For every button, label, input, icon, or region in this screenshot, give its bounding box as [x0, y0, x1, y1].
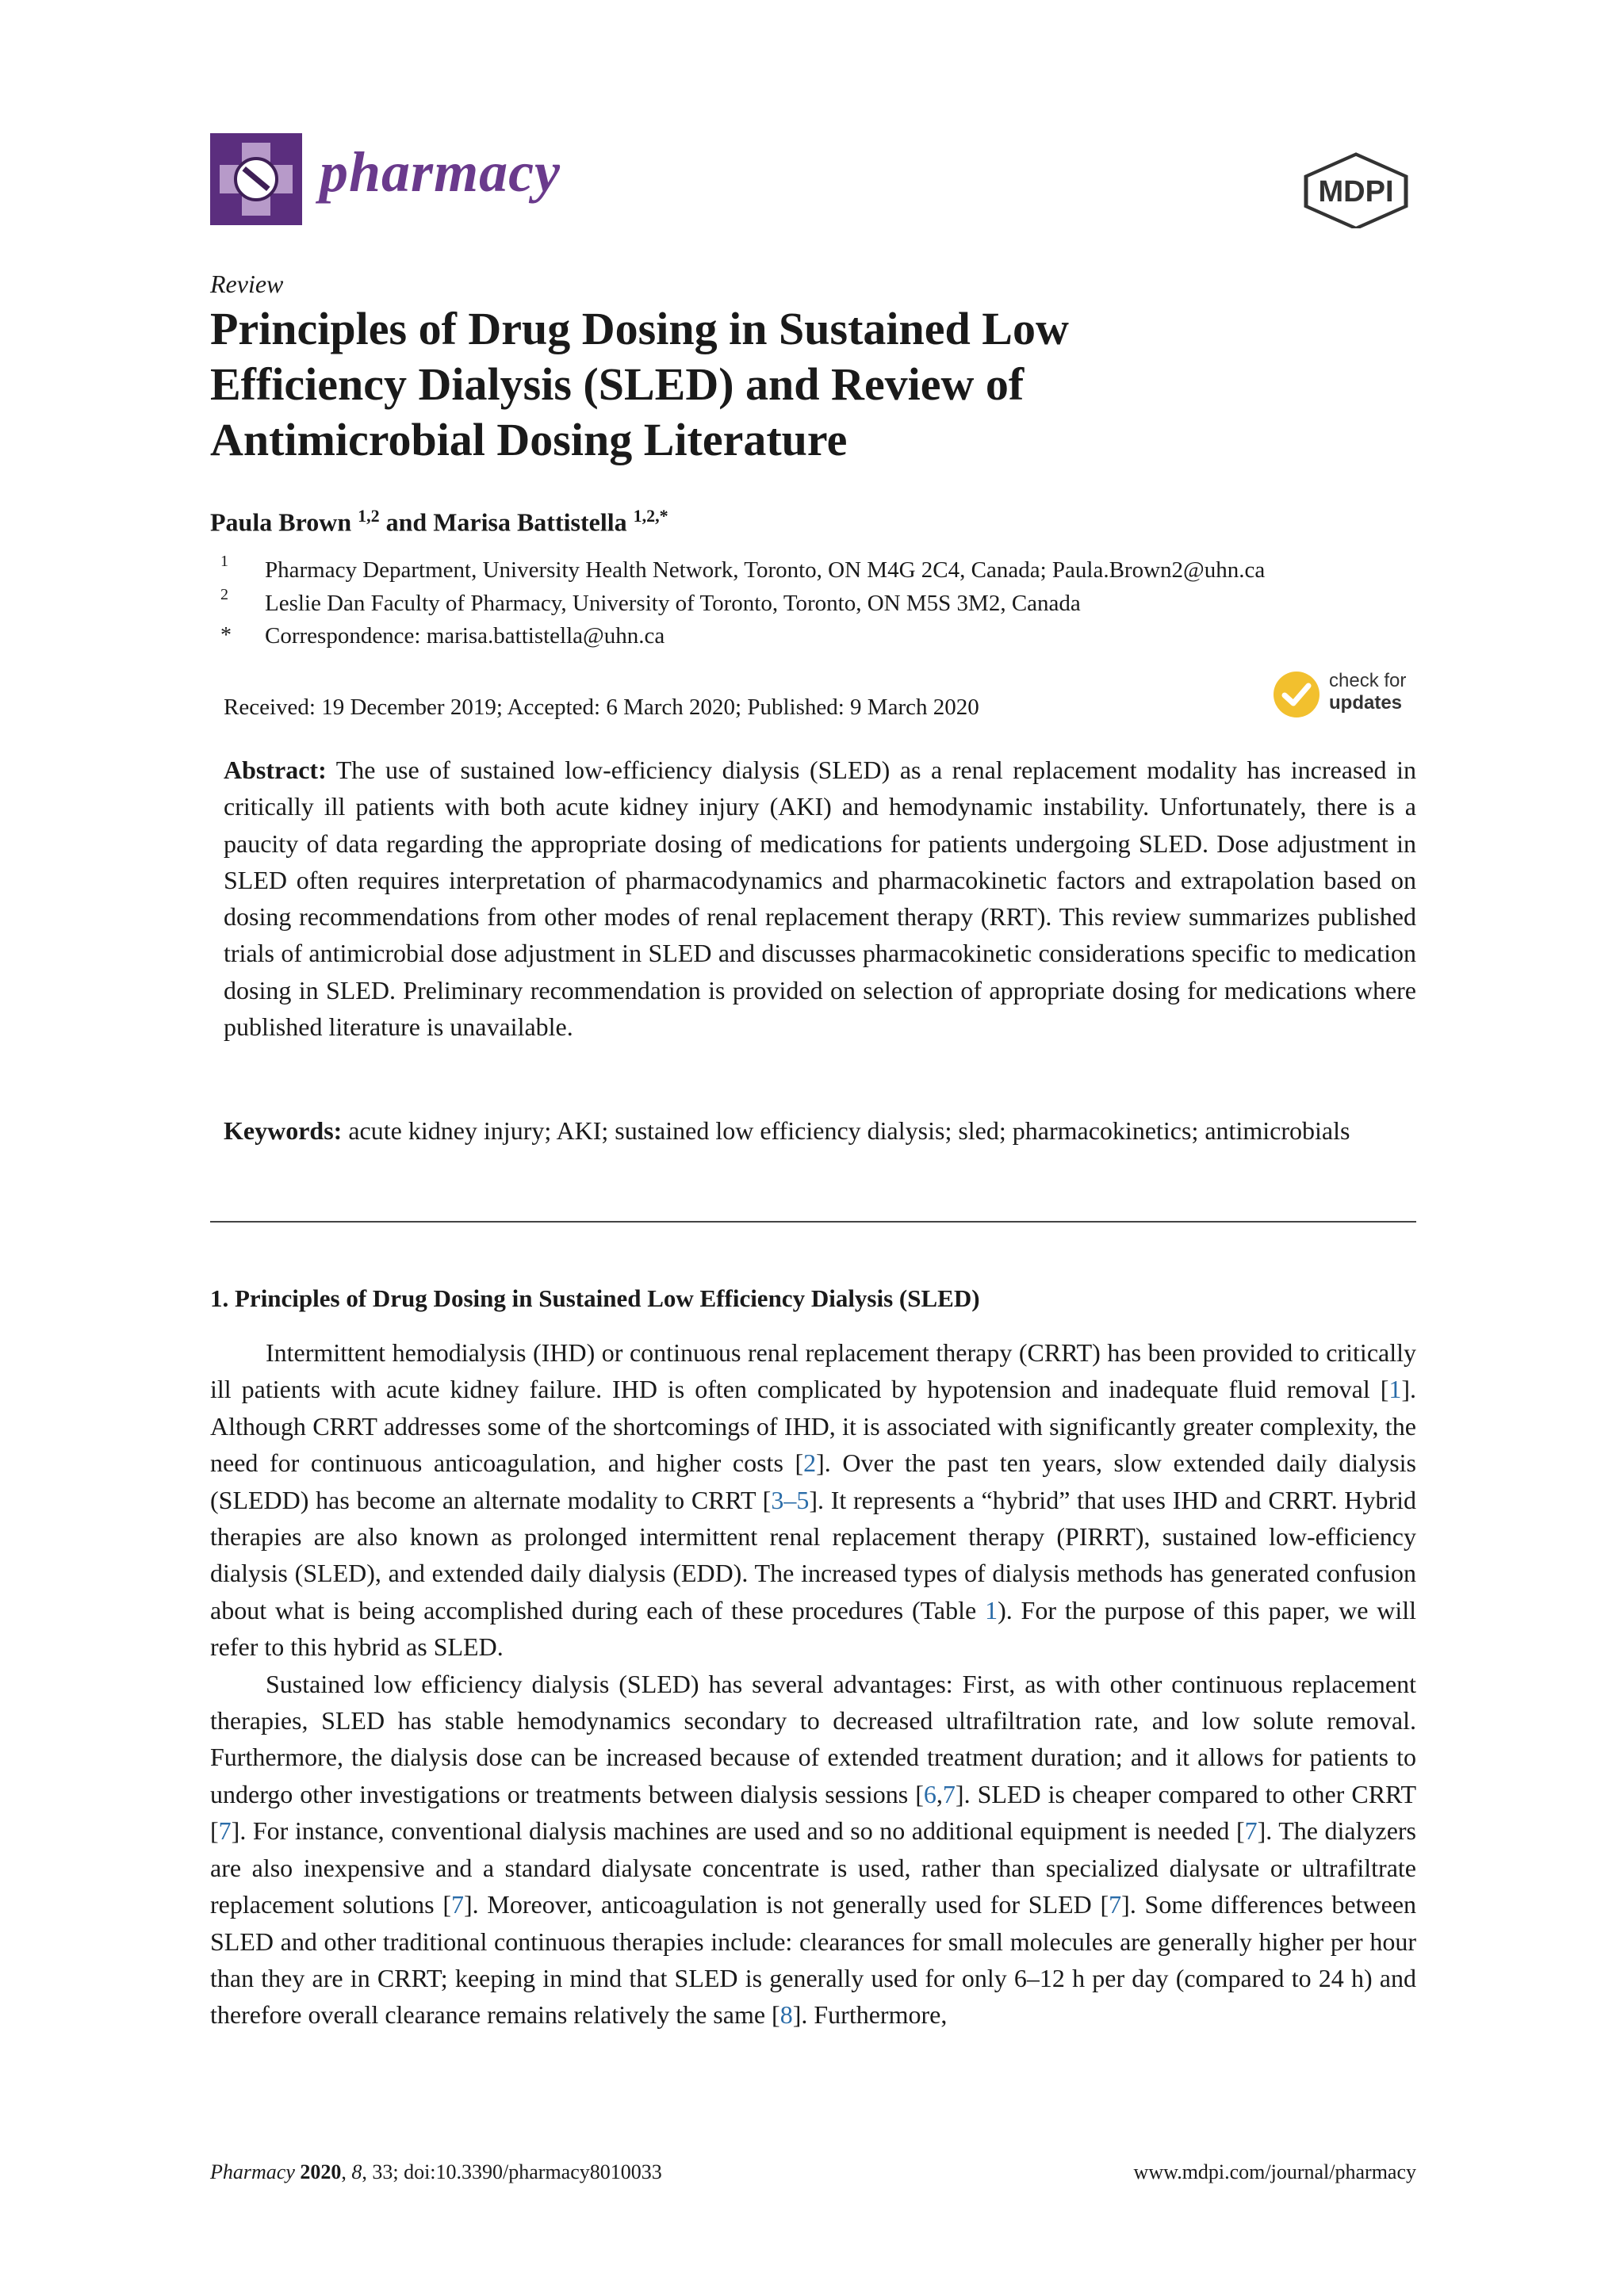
text-run: ]. The dialyzers are also inexpensive and a standard dialysate concentrate is used, rather than specialized dialysate or ultrafiltrate replacement solutions [	[210, 1816, 1417, 1919]
author-affil-sup: 1,2,*	[633, 506, 668, 526]
footer-year: 2020	[300, 2160, 342, 2183]
journal-url-link[interactable]: www.mdpi.com/journal/pharmacy	[1133, 2160, 1416, 2183]
citation-link[interactable]: 7	[451, 1890, 465, 1919]
author-name: Marisa Battistella	[433, 507, 627, 537]
author-separator: and	[385, 507, 427, 537]
citation-link[interactable]: 7	[1244, 1816, 1258, 1846]
footer-journal: Pharmacy	[210, 2160, 295, 2183]
text-run: ,	[936, 1779, 943, 1808]
text-run: ]. Although CRRT addresses some of the shortcomings of IHD, it is associated with significantly greater complexity, the need for continuous anticoagulation, and higher costs [	[210, 1375, 1416, 1478]
author-affil-sup: 1,2	[358, 506, 380, 526]
keywords-text: acute kidney injury; AKI; sustained low efficiency dialysis; sled; pharmacokinetics; antimicrobials	[348, 1116, 1350, 1145]
authors	[210, 506, 668, 538]
article-type: Review	[210, 270, 284, 298]
text-run: ]. Moreover, anticoagulation is not generally used for SLED [	[464, 1890, 1109, 1919]
text-run: ]. Over the past ten years, slow extended daily dialysis (SLEDD) has become an alternate modality to CRRT [	[210, 1448, 1417, 1514]
citation-link[interactable]: 6	[923, 1779, 936, 1808]
correspondence-text: Correspondence: marisa.battistella@uhn.ca	[265, 623, 665, 649]
affiliation-text: Leslie Dan Faculty of Pharmacy, University of Toronto, Toronto, ON M5S 3M2, Canada	[265, 591, 1081, 616]
footer-doi: , 33; doi:10.3390/pharmacy8010033	[362, 2160, 662, 2183]
publication-dates: Received: 19 December 2019; Accepted: 6 March 2020; Published: 9 March 2020	[224, 695, 979, 720]
section-divider	[210, 1221, 1416, 1223]
affiliation-mark: *	[220, 623, 232, 648]
citation-link[interactable]: 2	[803, 1448, 817, 1478]
mdpi-logo-icon	[1297, 149, 1415, 228]
check-updates-line1: check for	[1329, 670, 1407, 691]
text-run: ]. SLED is cheaper compared to other CRRT [	[210, 1779, 1417, 1846]
text-run: ]. Some differences between SLED and other traditional continuous therapies include: clearances for small molecules are generally higher per hour than they are in CRRT; keeping in mind that SLED is generally used for only 6–12 h per day (compared to 24 h) and therefore overall clearance remains relatively the same [	[210, 1890, 1417, 2030]
affiliation-mark: 2	[220, 586, 228, 603]
article-title	[210, 301, 1447, 468]
section-heading: 1. Principles of Drug Dosing in Sustained Low Efficiency Dialysis (SLED)	[210, 1284, 980, 1312]
citation-link[interactable]: 8	[779, 2000, 793, 2030]
affiliation-text: Pharmacy Department, University Health Network, Toronto, ON M4G 2C4, Canada; Paula.Brown2@uhn.ca	[265, 557, 1266, 583]
table-link[interactable]: 1	[985, 1595, 998, 1624]
citation-link[interactable]: 1	[1388, 1375, 1402, 1404]
body-text	[210, 1334, 1416, 2034]
journal-name: pharmacy	[320, 140, 561, 204]
affiliation-mark: 1	[220, 553, 228, 570]
text-run: ]. Furthermore,	[792, 2000, 948, 2030]
title-line: Efficiency Dialysis (SLED) and Review of	[210, 358, 1025, 410]
title-line: Antimicrobial Dosing Literature	[210, 414, 848, 465]
citation-link[interactable]: 7	[942, 1779, 956, 1808]
text-run: ). For the purpose of this paper, we will refer to this hybrid as SLED.	[210, 1595, 1417, 1662]
abstract-text: The use of sustained low-efficiency dialysis (SLED) as a renal replacement modality has increased in critically ill patients with both acute kidney injury (AKI) and hemodynamic instability. Unfortunately, there is a paucity of data regarding the appropriate dosing of medications for patients undergoing SLED. Dose adjustment in SLED often requires interpretation of pharmacodynamics and pharmacokinetic factors and extrapolation based on dosing recommendations from other modes of renal replacement therapy (RRT). This review summarizes published trials of antimicrobial dose adjustment in SLED and discusses pharmacokinetic considerations specific to medication dosing in SLED. Preliminary recommendation is provided on selection of appropriate dosing for medications where published literature is unavailable.	[224, 756, 1417, 1042]
keywords	[224, 1112, 1416, 1149]
text-run: Intermittent hemodialysis (IHD) or continuous renal replacement therapy (CRRT) has been provided to critically ill patients with acute kidney failure. IHD is often complicated by hypotension and inadequate fluid removal [	[210, 1338, 1416, 1404]
citation-link[interactable]: 7	[1109, 1890, 1122, 1919]
text-run: Sustained low efficiency dialysis (SLED) has several advantages: First, as with other continuous replacement therapies, SLED has stable hemodynamics secondary to decreased ultrafiltration rate, and low solute removal. Furthermore, the dialysis dose can be increased because of extended treatment duration; and it allows for patients to undergo other investigations or treatments between dialysis sessions [	[210, 1669, 1416, 1808]
svg-text:MDPI: MDPI	[1318, 175, 1394, 209]
keywords-label: Keywords:	[224, 1116, 343, 1145]
author-name: Paula Brown	[210, 507, 352, 537]
citation-link[interactable]: 7	[218, 1816, 232, 1846]
check-updates-line2: updates	[1329, 692, 1403, 714]
footer-volume: 8	[351, 2160, 362, 2183]
journal-logo-icon	[210, 133, 302, 225]
abstract	[224, 752, 1416, 1045]
journal-header	[210, 133, 1415, 228]
check-for-updates-button[interactable]	[1274, 668, 1416, 721]
checkmark-icon	[1274, 672, 1320, 718]
paragraph	[210, 1666, 1416, 2034]
paragraph	[210, 1334, 1416, 1666]
citation-link[interactable]: 3–5	[771, 1485, 810, 1514]
text-run: ]. For instance, conventional dialysis machines are used and so no additional equipment is needed [	[231, 1816, 1245, 1846]
title-line: Principles of Drug Dosing in Sustained Low	[210, 303, 1069, 354]
abstract-label: Abstract:	[224, 756, 327, 784]
text-run: ]. It represents a “hybrid” that uses IHD and CRRT. Hybrid therapies are also known as prolonged intermittent renal replacement therapy (PIRRT), sustained low-efficiency dialysis (SLED), and extended daily dialysis (EDD). The increased types of dialysis methods has generated confusion about what is being accomplished during each of these procedures (Table	[210, 1485, 1416, 1624]
citation-footer: Pharmacy 2020, 8, 33; doi:10.3390/pharmacy8010033	[210, 2160, 662, 2183]
